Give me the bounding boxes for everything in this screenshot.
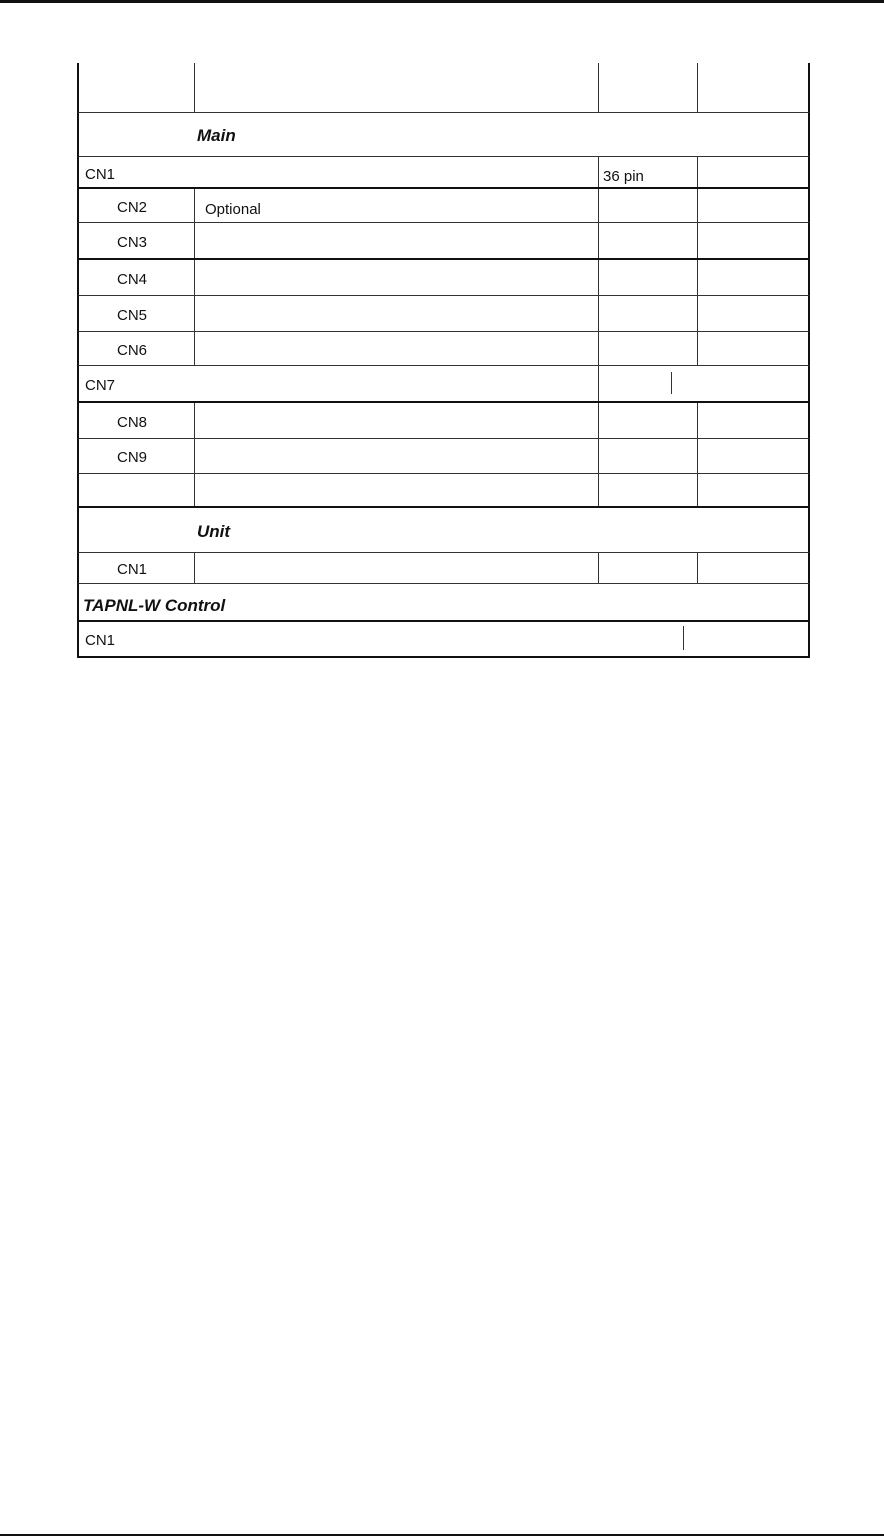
table-cell xyxy=(697,474,808,506)
table-header-row xyxy=(77,63,810,113)
section-row-main xyxy=(77,113,810,157)
table-cell xyxy=(697,157,808,187)
table-cell xyxy=(194,260,598,295)
table-cell xyxy=(598,223,697,258)
table-cell xyxy=(194,332,598,365)
table-cell xyxy=(697,553,808,583)
table-cell xyxy=(194,439,598,473)
table-cell xyxy=(697,223,808,258)
cell-divider xyxy=(683,626,684,650)
table-row xyxy=(77,157,810,189)
connector-label: CN3 xyxy=(117,234,148,251)
table-row xyxy=(77,332,810,366)
connector-label: CN7 xyxy=(85,377,116,394)
table-cell xyxy=(598,553,697,583)
connector-label: CN1 xyxy=(117,561,148,578)
table-cell xyxy=(697,332,808,365)
section-row-unit xyxy=(77,508,810,553)
header-cell xyxy=(194,63,598,112)
table-cell xyxy=(598,260,697,295)
table-cell xyxy=(598,296,697,331)
connector-label: CN1 xyxy=(85,632,116,649)
connector-label: CN5 xyxy=(117,307,148,324)
table-row xyxy=(77,553,810,584)
connector-label: CN4 xyxy=(117,271,148,288)
header-cell xyxy=(598,63,697,112)
desc-cell xyxy=(194,189,598,222)
section-row-tapnl xyxy=(77,584,810,622)
section-title-tapnl: TAPNL-W Control xyxy=(83,596,226,615)
table-cell xyxy=(598,332,697,365)
table-row xyxy=(77,296,810,332)
table-cell xyxy=(598,366,697,401)
header-cell xyxy=(697,63,808,112)
table-cell xyxy=(697,403,808,438)
table-row xyxy=(77,403,810,439)
table-cell xyxy=(598,403,697,438)
table-cell xyxy=(194,296,598,331)
table-cell xyxy=(697,189,808,222)
table-cell xyxy=(598,189,697,222)
connector-label: CN1 xyxy=(85,166,116,183)
connector-label: CN6 xyxy=(117,342,148,359)
pins-cell xyxy=(598,157,697,187)
table-cell xyxy=(194,403,598,438)
table-cell xyxy=(598,474,697,506)
section-title-unit: Unit xyxy=(197,522,231,541)
connector-table xyxy=(77,63,810,658)
pin-count: 36 pin xyxy=(603,168,644,185)
table-row xyxy=(77,223,810,260)
table-cell xyxy=(697,296,808,331)
table-cell xyxy=(598,439,697,473)
table-cell xyxy=(697,439,808,473)
table-row xyxy=(77,439,810,474)
table-row xyxy=(77,189,810,223)
cell-divider xyxy=(671,372,672,394)
table-row xyxy=(77,622,810,658)
connector-label: CN9 xyxy=(117,449,148,466)
table-cell xyxy=(194,474,598,506)
table-row xyxy=(77,260,810,296)
top-rule xyxy=(0,0,884,3)
connector-label: CN2 xyxy=(117,199,148,216)
table-row xyxy=(77,366,810,403)
table-cell xyxy=(194,553,598,583)
bottom-rule xyxy=(0,1534,884,1536)
table-cell xyxy=(697,260,808,295)
section-title-main: Main xyxy=(197,126,236,145)
table-cell xyxy=(194,223,598,258)
table-row xyxy=(77,474,810,508)
connector-description: Optional xyxy=(205,201,261,218)
connector-label: CN8 xyxy=(117,414,148,431)
